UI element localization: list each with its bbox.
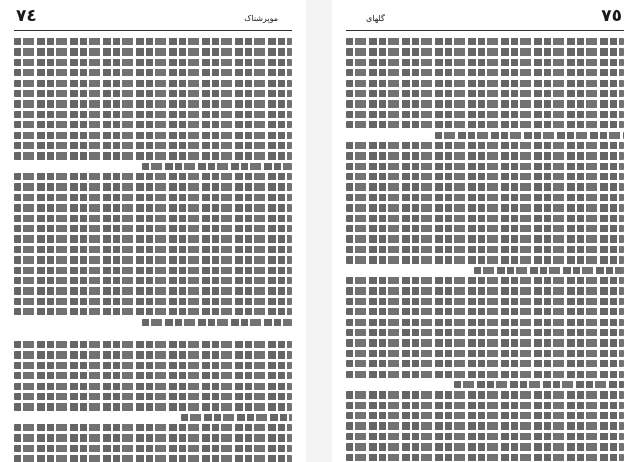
text-line	[346, 183, 624, 190]
text-line	[14, 204, 292, 211]
text-line	[14, 267, 292, 274]
text-line	[346, 204, 624, 211]
text-line	[14, 277, 292, 284]
text-line	[346, 433, 624, 440]
paragraph-gap	[14, 329, 292, 341]
text-line	[14, 403, 292, 410]
text-line	[346, 163, 624, 170]
left-page-header	[14, 8, 292, 31]
text-line	[346, 412, 624, 419]
left-page	[0, 0, 306, 462]
text-line	[346, 215, 624, 222]
text-line	[346, 298, 624, 305]
text-line	[14, 455, 292, 462]
text-line	[14, 59, 292, 66]
text-line	[346, 235, 624, 242]
text-line	[14, 80, 292, 87]
text-line	[142, 319, 292, 326]
text-line	[346, 360, 624, 367]
text-line	[346, 454, 624, 461]
text-line	[14, 90, 292, 97]
text-line	[346, 69, 624, 76]
text-line	[346, 142, 624, 149]
text-line	[346, 443, 624, 450]
text-line	[346, 246, 624, 253]
text-line	[346, 152, 624, 159]
text-line	[14, 393, 292, 400]
text-line	[474, 267, 624, 274]
right-page-header	[346, 8, 624, 31]
text-line	[14, 287, 292, 294]
text-line	[346, 121, 624, 128]
text-line	[346, 350, 624, 357]
text-line	[346, 339, 624, 346]
text-line	[435, 132, 624, 139]
text-line	[14, 152, 292, 159]
text-line	[346, 371, 624, 378]
text-line	[14, 351, 292, 358]
text-line	[14, 372, 292, 379]
text-line	[14, 121, 292, 128]
text-line	[346, 90, 624, 97]
text-line	[346, 277, 624, 284]
text-line	[14, 111, 292, 118]
text-line	[346, 308, 624, 315]
text-line	[14, 235, 292, 242]
right-running-title: گلهای	[366, 14, 385, 23]
text-line	[14, 215, 292, 222]
text-line	[346, 59, 624, 66]
text-line	[346, 402, 624, 409]
text-line	[346, 48, 624, 55]
text-line	[346, 38, 624, 45]
text-line	[14, 38, 292, 45]
text-line	[14, 194, 292, 201]
text-line	[14, 362, 292, 369]
text-line	[14, 383, 292, 390]
text-line	[346, 391, 624, 398]
right-page-number: ٧٥	[601, 6, 622, 26]
text-line	[346, 329, 624, 336]
text-line	[14, 298, 292, 305]
text-line	[14, 341, 292, 348]
text-line	[346, 100, 624, 107]
text-line	[181, 414, 292, 421]
left-page-number: ٧٤	[16, 6, 37, 26]
text-line	[346, 194, 624, 201]
text-line	[14, 100, 292, 107]
text-line	[346, 111, 624, 118]
text-line	[14, 173, 292, 180]
left-page-body	[14, 38, 292, 456]
text-line	[14, 132, 292, 139]
text-line	[142, 163, 292, 170]
text-line	[346, 256, 624, 263]
text-line	[14, 183, 292, 190]
text-line	[346, 287, 624, 294]
left-running-title: موپرشناک	[244, 14, 278, 23]
right-page-body	[346, 38, 624, 456]
text-line	[346, 422, 624, 429]
text-line	[14, 445, 292, 452]
text-line	[14, 434, 292, 441]
text-line	[346, 173, 624, 180]
text-line	[14, 246, 292, 253]
text-line	[14, 256, 292, 263]
text-line	[346, 319, 624, 326]
right-page	[332, 0, 638, 462]
text-line	[346, 80, 624, 87]
text-line	[14, 48, 292, 55]
text-line	[14, 225, 292, 232]
text-line	[14, 424, 292, 431]
text-line	[14, 142, 292, 149]
text-line	[454, 381, 624, 388]
text-line	[346, 225, 624, 232]
text-line	[14, 308, 292, 315]
text-line	[14, 69, 292, 76]
page-gutter	[306, 0, 332, 462]
